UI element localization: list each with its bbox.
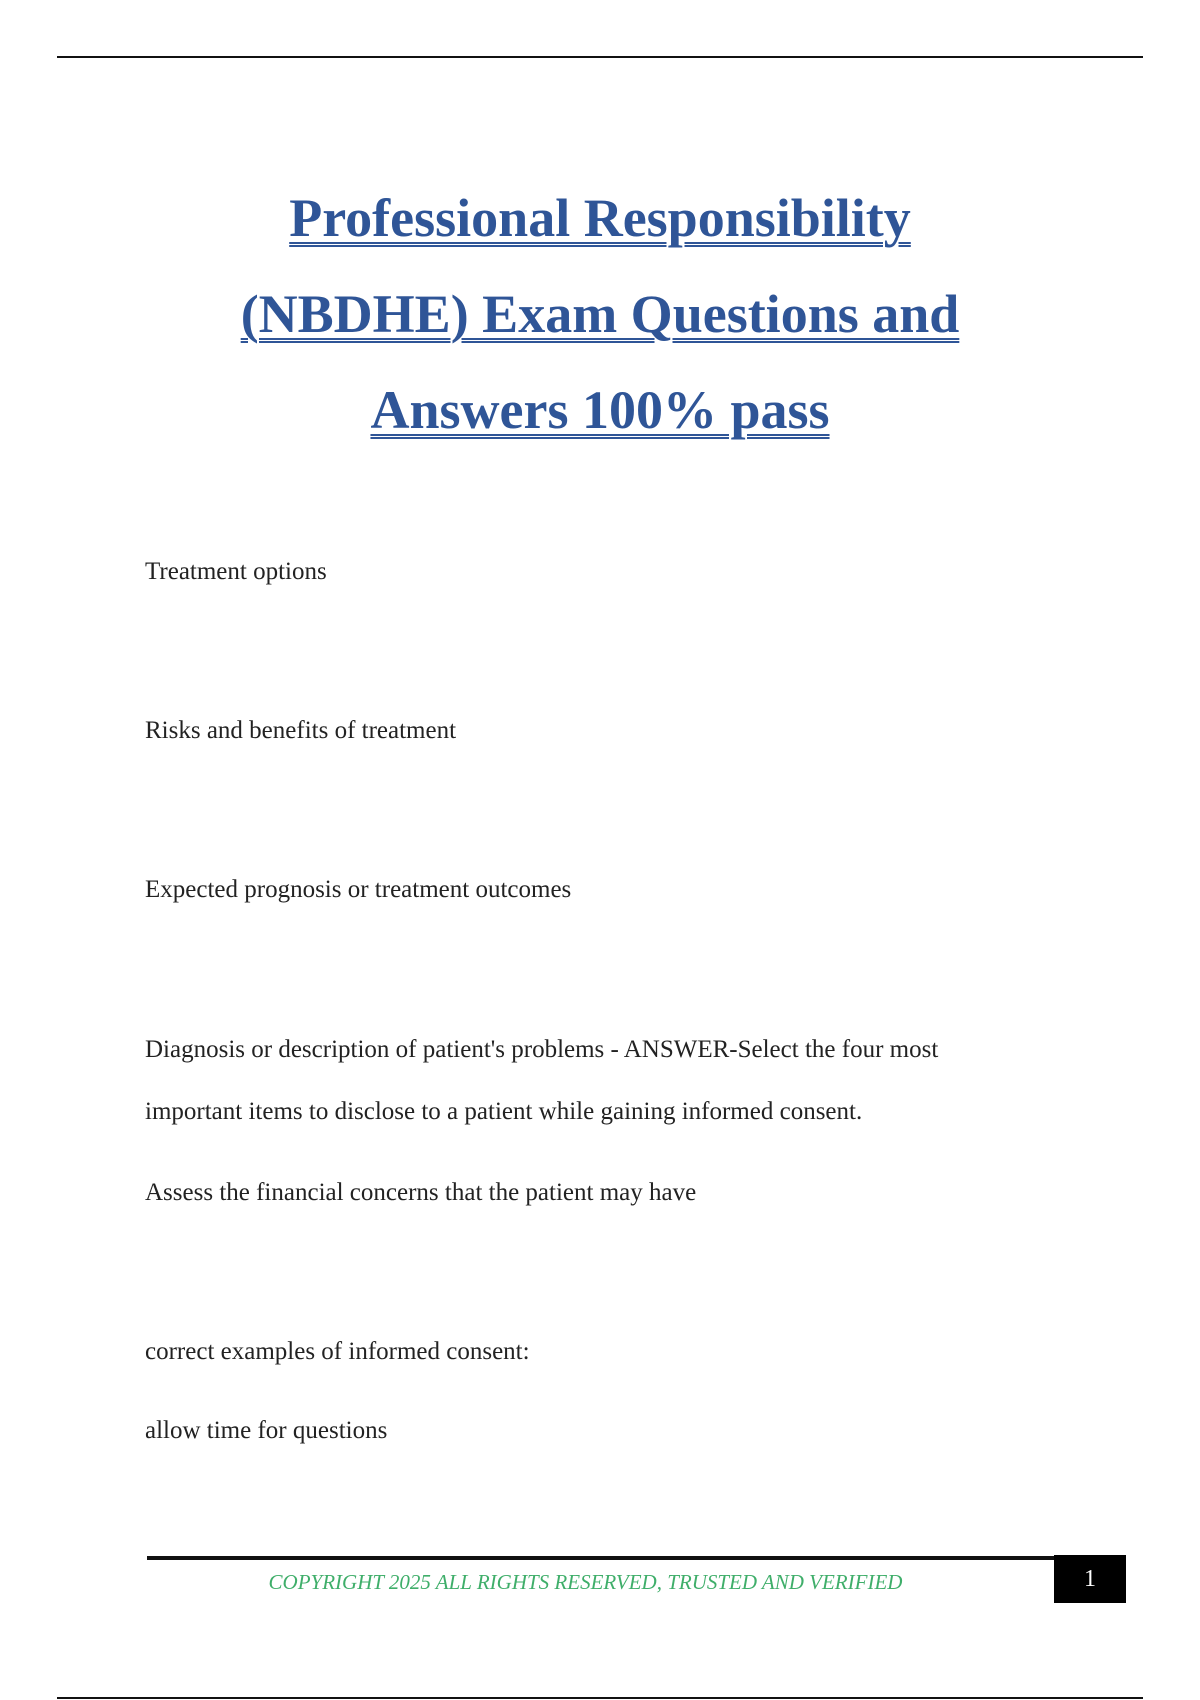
body-line-risks-benefits: Risks and benefits of treatment [145, 717, 457, 744]
body-line-treatment-options: Treatment options [145, 558, 327, 585]
body-line-informed-consent-examples: correct examples of informed consent: [145, 1338, 530, 1365]
footer-copyright: COPYRIGHT 2025 ALL RIGHTS RESERVED, TRUSTED AND VERIFIED [268, 1570, 903, 1594]
page-bottom-rule [57, 1697, 1143, 1699]
body-line-expected-prognosis: Expected prognosis or treatment outcomes [145, 876, 572, 903]
page-number-badge: 1 [1054, 1555, 1126, 1603]
title-line-1: Professional Responsibility [289, 188, 911, 248]
title-line-2: (NBDHE) Exam Questions and [240, 284, 960, 344]
body-line-question-continuation: important items to disclose to a patient while gaining informed consent. [145, 1098, 863, 1125]
page-top-rule [57, 56, 1143, 58]
body-line-diagnosis-answer: Diagnosis or description of patient's problems - ANSWER-Select the four most [145, 1036, 939, 1063]
document-title [150, 170, 1050, 458]
title-line-3: Answers 100% pass [370, 380, 830, 440]
footer-rule [147, 1556, 1054, 1560]
body-line-allow-time: allow time for questions [145, 1417, 388, 1444]
body-line-financial-concerns: Assess the financial concerns that the patient may have [145, 1179, 697, 1206]
